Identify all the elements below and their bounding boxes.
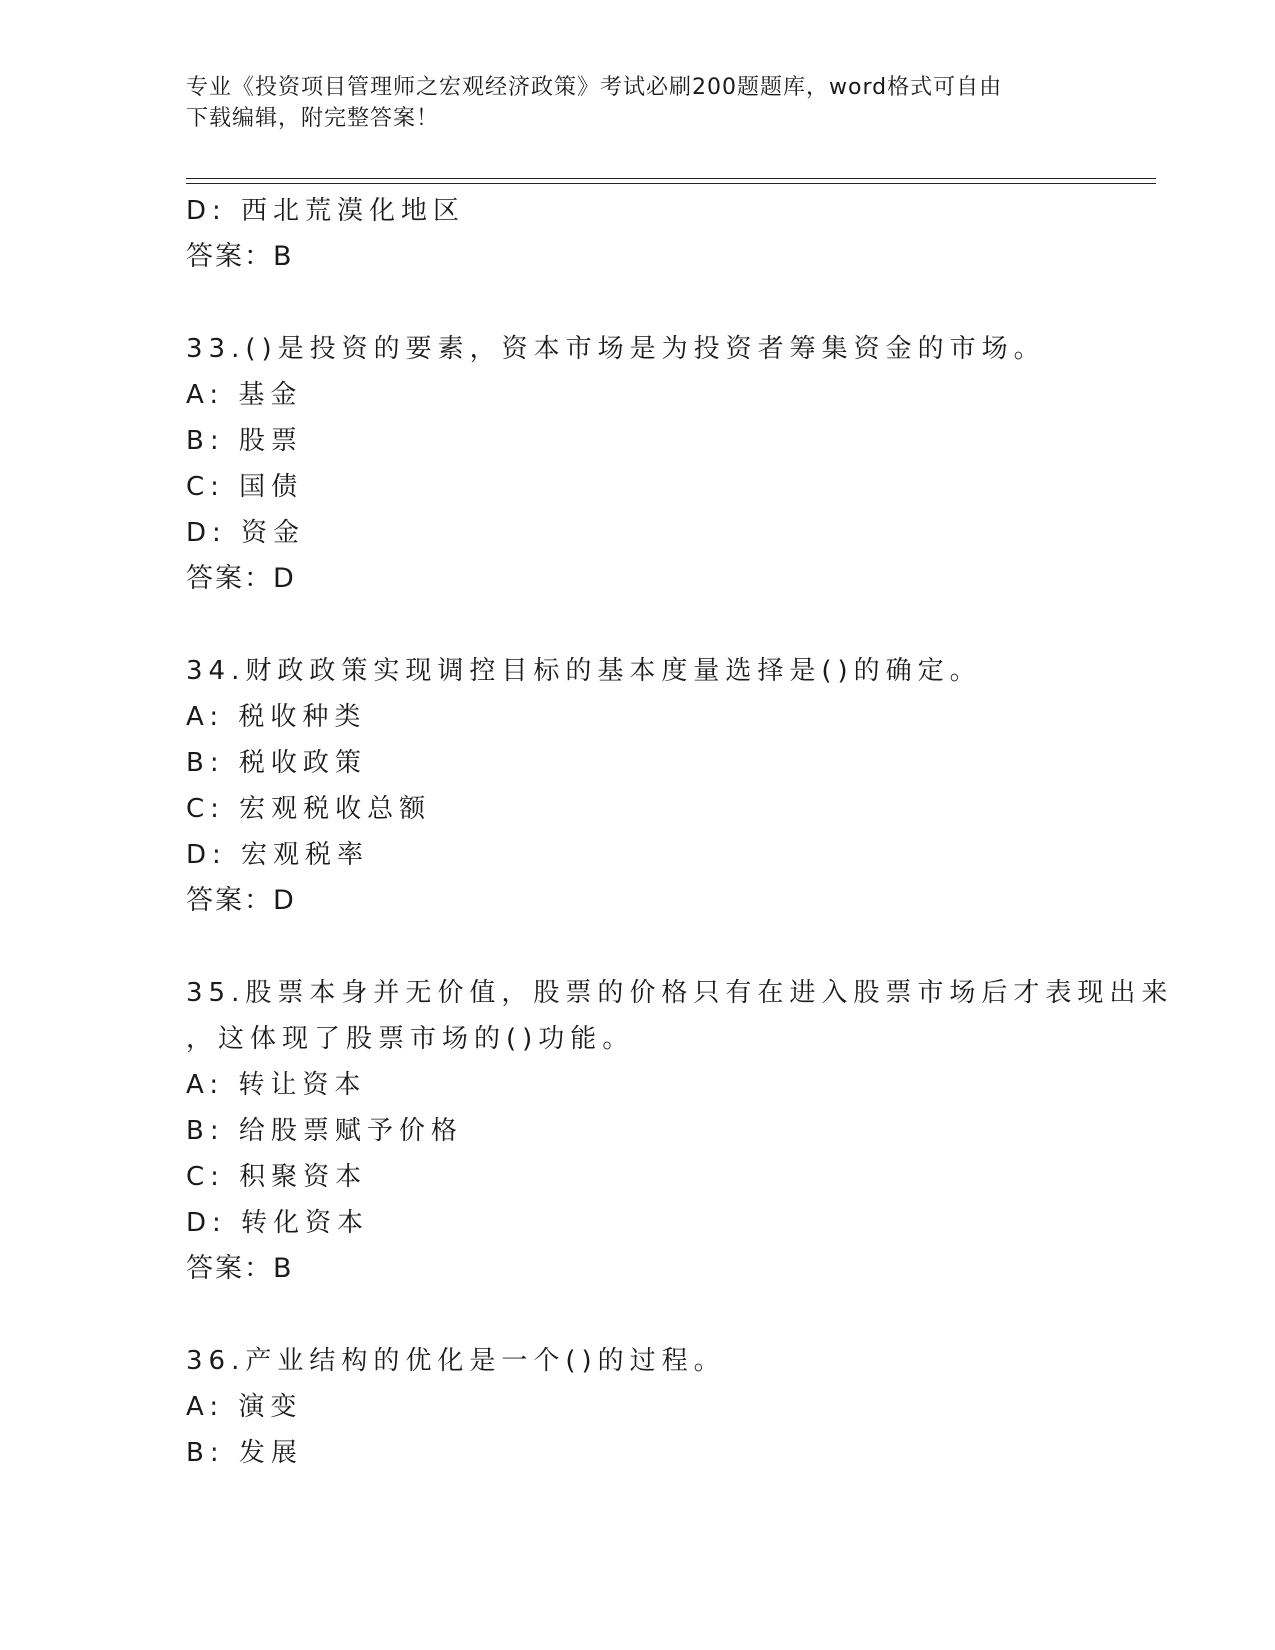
answer: 答案：B xyxy=(186,241,294,272)
question-36 xyxy=(186,1338,1146,1476)
question-33 xyxy=(186,326,1146,602)
option-b: B: 给股票赋予价格 xyxy=(186,1116,463,1146)
question-35 xyxy=(186,970,1174,1292)
question-stem-line-2: ，这体现了股票市场的()功能。 xyxy=(186,1024,635,1054)
header-rule-top xyxy=(186,178,1156,179)
document-header xyxy=(186,72,1086,134)
question-stem: 36.产业结构的优化是一个()的过程。 xyxy=(186,1346,726,1376)
question-34 xyxy=(186,648,1146,924)
option-b: B: 发展 xyxy=(186,1438,303,1468)
header-line-1: 专业《投资项目管理师之宏观经济政策》考试必刷200题题库，word格式可自由 xyxy=(186,75,1003,100)
option-a: A: 基金 xyxy=(186,380,303,410)
option-d: D: 资金 xyxy=(186,518,306,548)
option-c: C: 国债 xyxy=(186,472,304,502)
question-stem-line-1: 35.股票本身并无价值，股票的价格只有在进入股票市场后才表现出来 xyxy=(186,978,1174,1008)
option-c: C: 宏观税收总额 xyxy=(186,794,432,824)
header-line-2: 下载编辑，附完整答案！ xyxy=(186,106,440,131)
answer: 答案：D xyxy=(186,563,296,594)
question-list xyxy=(186,188,1174,1476)
option-a: A: 税收种类 xyxy=(186,702,367,732)
question-stem: 33.()是投资的要素，资本市场是为投资者筹集资金的市场。 xyxy=(186,334,1046,364)
answer: 答案：D xyxy=(186,885,296,916)
question-stem: 34.财政政策实现调控目标的基本度量选择是()的确定。 xyxy=(186,656,982,686)
option-d: D: 宏观税率 xyxy=(186,840,370,870)
option-d: D: 西北荒漠化地区 xyxy=(186,196,466,226)
option-a: A: 转让资本 xyxy=(186,1070,367,1100)
option-d: D: 转化资本 xyxy=(186,1208,370,1238)
option-b: B: 税收政策 xyxy=(186,748,367,778)
option-c: C: 积聚资本 xyxy=(186,1162,368,1192)
answer: 答案：B xyxy=(186,1253,294,1284)
option-b: B: 股票 xyxy=(186,426,303,456)
header-rule-bottom xyxy=(186,183,1156,184)
option-a: A: 演变 xyxy=(186,1392,303,1422)
